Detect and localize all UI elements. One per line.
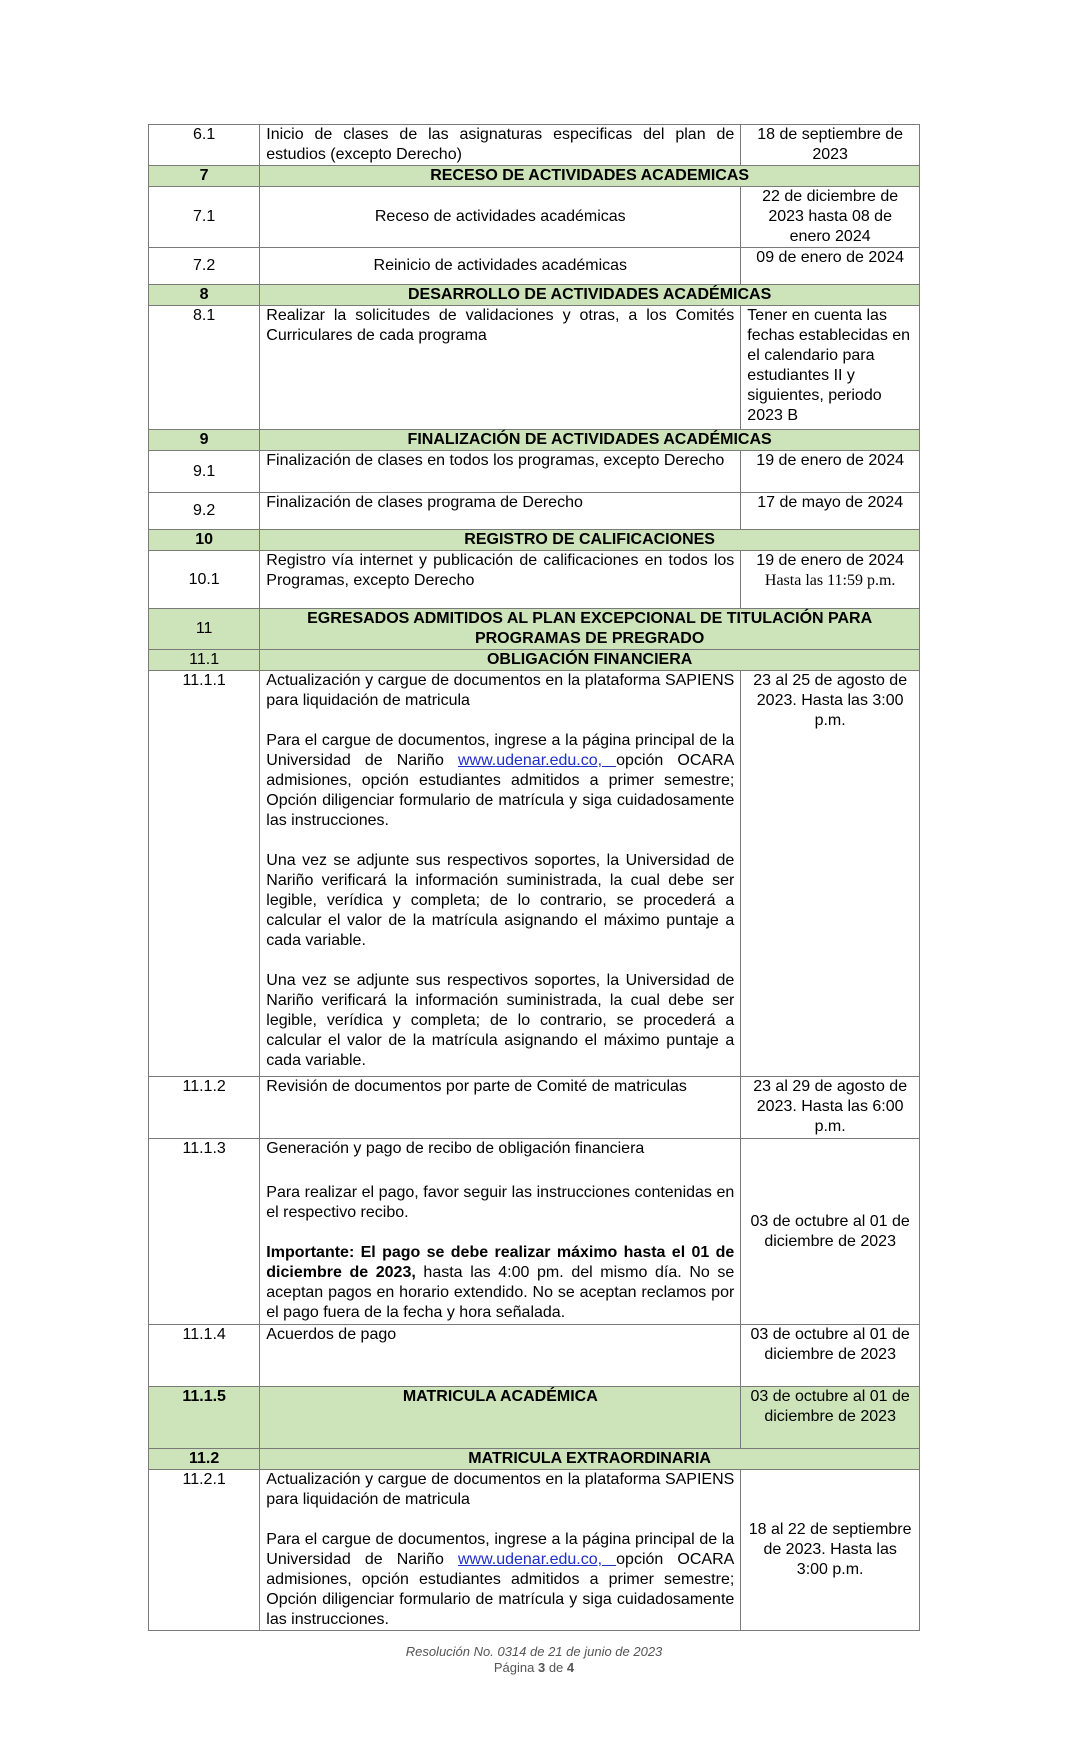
row-number: 10.1 [149,551,260,609]
section-title: MATRICULA EXTRAORDINARIA [260,1449,920,1470]
table-row [149,248,920,285]
section-number: 9 [149,430,260,451]
description-paragraph: Actualización y cargue de documentos en la plataforma SAPIENS para liquidación de matricula [266,1471,735,1508]
row-description: Acuerdos de pago [260,1325,741,1387]
page-label: Página [493,1660,538,1675]
row-number: 11.2.1 [149,1470,260,1631]
row-description: Revisión de documentos por parte de Comité de matriculas [260,1077,741,1139]
table-row [149,1139,920,1325]
row-date: 03 de octubre al 01 de diciembre de 2023 [741,1139,920,1325]
academic-calendar-table [148,124,920,1631]
table-row [149,125,920,166]
row-date [741,551,920,609]
row-date-deadline: Hasta las 11:59 p.m. [764,572,896,589]
description-paragraph: Una vez se adjunte sus respectivos soportes, la Universidad de Nariño verificará la información suministrada, la cual debe ser legible, verídica y completa; de lo contrario, se procederá a calcular el valor de la matrícula asignando el máximo puntaje a cada variable. [266,852,735,949]
row-date: Tener en cuenta las fechas establecidas en el calendario para estudiantes II y siguientes, periodo 2023 B [741,306,920,430]
row-description [260,1139,741,1325]
description-paragraph: Para realizar el pago, favor seguir las instrucciones contenidas en el respectivo recibo. [266,1184,735,1221]
paragraph-text: Para el cargue de documentos, ingrese a la página principal de la Universidad de Nariño [266,1531,735,1568]
paragraph-text: opción OCARA admisiones, opción estudiantes admitidos a primer semestre; Opción diligenciar formulario de matrícula y siga cuidadosamente las instrucciones. [266,1551,735,1628]
section-header-row [149,285,920,306]
row-date: 18 de septiembre de 2023 [741,125,920,166]
table-row [149,671,920,1077]
page-footer [0,1644,1068,1676]
section-number: 11 [149,609,260,650]
row-description: Inicio de clases de las asignaturas especificas del plan de estudios (excepto Derecho) [260,125,741,166]
row-description: Reinicio de actividades académicas [260,248,741,285]
page-total: 4 [566,1660,575,1675]
row-date-main: 19 de enero de 2024 [756,552,904,569]
description-paragraph [266,731,734,831]
row-description: Realizar la solicitudes de validaciones y otras, a los Comités Curriculares de cada programa [260,306,741,430]
udenar-website-link[interactable]: www.udenar.edu.co, [457,752,617,769]
table-row [149,551,920,609]
row-number: 11.1.1 [149,671,260,1077]
table-row [149,1325,920,1387]
resolution-reference: Resolución No. 0314 de 21 de junio de 2023 [405,1644,663,1659]
table-row [149,1470,920,1631]
paragraph-text: opción OCARA admisiones, opción estudiantes admitidos a primer semestre; Opción diligenciar formulario de matrícula y siga cuidadosamente las instrucciones. [266,752,735,829]
row-description: Receso de actividades académicas [260,187,741,248]
paragraph-text: hasta las 4:00 pm. del mismo día. No se aceptan pagos en horario extendido. No se aceptan reclamos por el pago fuera de la fecha y hora señalada. [266,1264,735,1321]
row-number: 7.1 [149,187,260,248]
paragraph-text: Para el cargue de documentos, ingrese a la página principal de la Universidad de Nariño [266,732,735,769]
section-number: 10 [149,530,260,551]
section-number: 11.1.5 [149,1387,260,1449]
row-number: 8.1 [149,306,260,430]
row-date: 17 de mayo de 2024 [741,493,920,530]
section-header-row [149,609,920,650]
section-title: DESARROLLO DE ACTIVIDADES ACADÉMICAS [260,285,920,306]
row-number: 7.2 [149,248,260,285]
table-row [149,187,920,248]
row-description: Finalización de clases en todos los programas, excepto Derecho [260,451,741,493]
section-title: EGRESADOS ADMITIDOS AL PLAN EXCEPCIONAL DE TITULACIÓN PARA PROGRAMAS DE PREGRADO [260,609,920,650]
section-date: 03 de octubre al 01 de diciembre de 2023 [741,1387,920,1449]
row-number: 11.1.2 [149,1077,260,1139]
section-title: FINALIZACIÓN DE ACTIVIDADES ACADÉMICAS [260,430,920,451]
section-header-row [149,530,920,551]
section-number: 8 [149,285,260,306]
section-header-row [149,1387,920,1449]
row-date: 22 de diciembre de 2023 hasta 08 de enero 2024 [741,187,920,248]
row-number: 9.2 [149,493,260,530]
row-date: 23 al 29 de agosto de 2023. Hasta las 6:00 p.m. [741,1077,920,1139]
table-row [149,493,920,530]
row-date: 09 de enero de 2024 [741,248,920,285]
description-paragraph [266,1243,734,1323]
table-row [149,451,920,493]
row-description [260,1470,741,1631]
section-header-row [149,1449,920,1470]
section-title: RECESO DE ACTIVIDADES ACADEMICAS [260,166,920,187]
row-description [260,671,741,1077]
row-number: 11.1.3 [149,1139,260,1325]
udenar-website-link[interactable]: www.udenar.edu.co, [457,1551,617,1568]
section-title: REGISTRO DE CALIFICACIONES [260,530,920,551]
row-description: Finalización de clases programa de Derecho [260,493,741,530]
section-header-row [149,166,920,187]
description-paragraph: Una vez se adjunte sus respectivos soportes, la Universidad de Nariño verificará la información suministrada, la cual debe ser legible, verídica y completa; de lo contrario, se procederá a calcular el valor de la matrícula asignando el máximo puntaje a cada variable. [266,972,735,1069]
row-date: 23 al 25 de agosto de 2023. Hasta las 3:00 p.m. [741,671,920,1077]
section-number: 11.1 [149,650,260,671]
description-paragraph: Generación y pago de recibo de obligación financiera [266,1140,645,1157]
table-row [149,306,920,430]
section-number: 11.2 [149,1449,260,1470]
section-title: MATRICULA ACADÉMICA [260,1387,741,1449]
row-date: 18 al 22 de septiembre de 2023. Hasta las 3:00 p.m. [741,1470,920,1631]
section-number: 7 [149,166,260,187]
description-paragraph: Actualización y cargue de documentos en la plataforma SAPIENS para liquidación de matricula [266,672,735,709]
calendar-document [148,124,920,1631]
important-notice: Importante: El pago se debe realizar máximo hasta el 01 de diciembre de 2023, [266,1244,735,1281]
table-row [149,1077,920,1139]
row-number: 9.1 [149,451,260,493]
section-header-row [149,650,920,671]
row-date: 19 de enero de 2024 [741,451,920,493]
row-number: 11.1.4 [149,1325,260,1387]
description-paragraph [266,1530,734,1630]
section-title: OBLIGACIÓN FINANCIERA [260,650,920,671]
page-separator: de [545,1660,567,1675]
row-number: 6.1 [149,125,260,166]
section-header-row [149,430,920,451]
row-description: Registro vía internet y publicación de calificaciones en todos los Programas, excepto Derecho [260,551,741,609]
page-number [0,1660,1068,1676]
page-current: 3 [537,1660,546,1675]
row-date: 03 de octubre al 01 de diciembre de 2023 [741,1325,920,1387]
